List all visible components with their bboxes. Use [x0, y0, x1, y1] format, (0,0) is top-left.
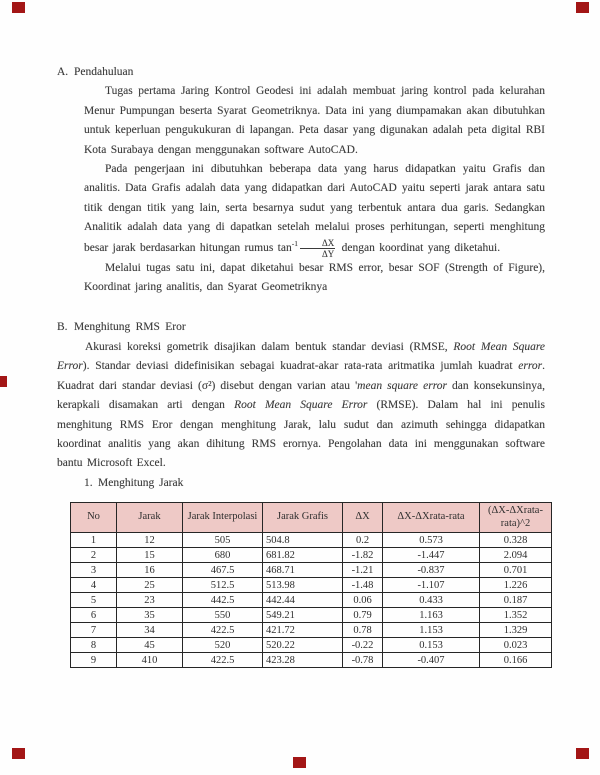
red-handle-mark-left-middle — [0, 376, 7, 387]
distance-table — [70, 502, 552, 668]
table-cell: 2 — [71, 548, 117, 563]
table-cell: 7 — [71, 623, 117, 638]
table-row — [71, 578, 552, 593]
table-cell: 520.22 — [263, 638, 343, 653]
rms-text-5: (RMSE). Dalam hal ini penulis menghitung RMS Eror dengan menghitung Jarak, lalu sudut dan azimuth sehingga didapatkan koordinat analitis yang akan dihitung RMS erornya. Pengolahan data ini menggunakan software bantu Microsoft Excel. — [57, 399, 545, 470]
column-header: ΔX — [343, 503, 383, 533]
table-cell: -1.107 — [383, 578, 480, 593]
distance-table-body — [71, 533, 552, 668]
table-cell: 1.352 — [480, 608, 552, 623]
table-cell: 680 — [183, 548, 263, 563]
red-handle-mark-bottom-center — [293, 757, 306, 768]
table-cell: 1.163 — [383, 608, 480, 623]
table-cell: -1.82 — [343, 548, 383, 563]
table-row — [71, 653, 552, 668]
table-cell: 9 — [71, 653, 117, 668]
formula-superscript: -1 — [291, 238, 298, 248]
table-cell: 1.329 — [480, 623, 552, 638]
column-header: No — [71, 503, 117, 533]
table-cell: 35 — [117, 608, 183, 623]
table-cell: 45 — [117, 638, 183, 653]
red-handle-mark-bottom-left — [12, 748, 25, 759]
paragraph-rms — [57, 338, 545, 474]
table-cell: 1.226 — [480, 578, 552, 593]
table-cell: 3 — [71, 563, 117, 578]
paragraph-intro-2-text-before: Pada pengerjaan ini dibutuhkan beberapa data yang harus didapatkan yaitu Grafis dan analitis. Data Grafis adalah data yang didapatkan dari AutoCAD yaitu seperti jarak antara satu titik dengan titik yang lain, serta besarnya sudut yang terbentuk antara dua garis. Sedangkan Analitik adalah data yang di dapatkan setelah melalui proses perhitungan, seperti menghitung besar jarak berdasarkan hitungan rumus — [84, 163, 545, 254]
table-cell: 12 — [117, 533, 183, 548]
formula-numerator: ΔX — [300, 238, 335, 249]
rms-text-3: . Kuadrat dari standar deviasi (σ²) disebut dengan varian atau ' — [57, 360, 545, 392]
table-cell: 513.98 — [263, 578, 343, 593]
formula-prefix: tan — [277, 241, 292, 254]
rms-italic-1: Root Mean Square Error — [57, 340, 545, 373]
table-cell: 0.79 — [343, 608, 383, 623]
table-cell: 442.44 — [263, 593, 343, 608]
table-cell: 5 — [71, 593, 117, 608]
table-cell: 0.328 — [480, 533, 552, 548]
table-cell: 4 — [71, 578, 117, 593]
table-cell: 0.06 — [343, 593, 383, 608]
table-cell: 549.21 — [263, 608, 343, 623]
formula-fraction — [300, 238, 335, 259]
paragraph-intro-3: Melalui tugas satu ini, dapat diketahui besar RMS error, besar SOF (Strength of Figure), Koordinat jaring analitis, dan Syarat Geometriknya — [84, 261, 545, 294]
table-cell: 0.153 — [383, 638, 480, 653]
table-cell: 0.166 — [480, 653, 552, 668]
table-row — [71, 608, 552, 623]
table-cell: 0.78 — [343, 623, 383, 638]
table-cell: 681.82 — [263, 548, 343, 563]
table-cell: 504.8 — [263, 533, 343, 548]
rms-text-4: dan konsekunsinya, kerapkali disamakan arti dengan — [57, 379, 545, 412]
table-row — [71, 638, 552, 653]
table-cell: 0.187 — [480, 593, 552, 608]
table-row — [71, 548, 552, 563]
rms-text-1: Akurasi koreksi gometrik disajikan dalam bentuk standar deviasi (RMSE, — [85, 340, 454, 353]
table-cell: 442.5 — [183, 593, 263, 608]
table-cell: -0.837 — [383, 563, 480, 578]
table-cell: 421.72 — [263, 623, 343, 638]
rms-italic-2: error — [518, 360, 543, 373]
table-cell: 550 — [183, 608, 263, 623]
column-header: (ΔX-ΔXrata-rata)^2 — [480, 503, 552, 533]
section-b-label: B. — [57, 321, 68, 334]
distance-table-header — [71, 503, 552, 533]
table-cell: 467.5 — [183, 563, 263, 578]
column-header: ΔX-ΔXrata-rata — [383, 503, 480, 533]
list-item-number: 1. — [84, 476, 93, 489]
table-cell: 1.153 — [383, 623, 480, 638]
rms-italic-3: mean square error — [357, 379, 447, 392]
column-header: Jarak Grafis — [263, 503, 343, 533]
numbered-list-item — [84, 474, 545, 493]
table-cell: -1.447 — [383, 548, 480, 563]
red-handle-mark-top-right — [576, 2, 589, 13]
table-cell: 15 — [117, 548, 183, 563]
table-cell: -0.78 — [343, 653, 383, 668]
paragraph-intro-2 — [84, 160, 545, 259]
formula-denominator: ΔY — [321, 248, 335, 259]
table-cell: 512.5 — [183, 578, 263, 593]
paragraph-intro-2-text-after: dengan koordinat yang diketahui. — [337, 241, 501, 254]
red-handle-mark-top-left — [12, 2, 25, 13]
table-row — [71, 623, 552, 638]
table-cell: -0.22 — [343, 638, 383, 653]
table-row — [71, 563, 552, 578]
table-cell: 520 — [183, 638, 263, 653]
table-cell: -1.21 — [343, 563, 383, 578]
red-handle-mark-bottom-right — [576, 748, 589, 759]
table-cell: 2.094 — [480, 548, 552, 563]
table-cell: -1.48 — [343, 578, 383, 593]
section-a-label: A. — [57, 66, 69, 78]
section-a-title: Pendahuluan — [74, 66, 134, 78]
table-cell: 0.573 — [383, 533, 480, 548]
table-cell: 410 — [117, 653, 183, 668]
arctan-formula — [277, 237, 338, 259]
table-cell: -0.407 — [383, 653, 480, 668]
table-cell: 468.71 — [263, 563, 343, 578]
table-cell: 8 — [71, 638, 117, 653]
table-cell: 23 — [117, 593, 183, 608]
rms-italic-4: Root Mean Square Error — [234, 399, 368, 412]
table-cell: 0.433 — [383, 593, 480, 608]
section-b-title: Menghitung RMS Eror — [74, 321, 186, 334]
table-header-row — [71, 503, 552, 533]
table-row — [71, 533, 552, 548]
table-cell: 6 — [71, 608, 117, 623]
rms-text-2: ). Standar deviasi didefinisikan sebagai kuadrat-akar rata-rata aritmatika jumlah kuadrat — [82, 360, 519, 373]
table-cell: 422.5 — [183, 653, 263, 668]
table-cell: 25 — [117, 578, 183, 593]
table-cell: 0.701 — [480, 563, 552, 578]
section-a-heading — [57, 63, 545, 82]
column-header: Jarak Interpolasi — [183, 503, 263, 533]
table-cell: 0.2 — [343, 533, 383, 548]
table-cell: 34 — [117, 623, 183, 638]
column-header: Jarak — [117, 503, 183, 533]
list-item-text: Menghitung Jarak — [98, 476, 184, 489]
table-cell: 422.5 — [183, 623, 263, 638]
section-b-heading — [57, 318, 545, 337]
table-row — [71, 593, 552, 608]
paragraph-intro-1: Tugas pertama Jaring Kontrol Geodesi ini adalah membuat jaring kontrol pada kelurahan Menur Pumpungan beserta Syarat Geometriknya. Data ini yang diumpamakan akan dibutuhkan untuk keperluan pengukukuran di lapangan. Peta dasar yang digunakan adalah peta digital RBI Kota Surabaya dengan menggunakan software AutoCAD. — [84, 85, 545, 156]
table-cell: 1 — [71, 533, 117, 548]
table-cell: 0.023 — [480, 638, 552, 653]
table-cell: 16 — [117, 563, 183, 578]
table-cell: 505 — [183, 533, 263, 548]
table-cell: 423.28 — [263, 653, 343, 668]
